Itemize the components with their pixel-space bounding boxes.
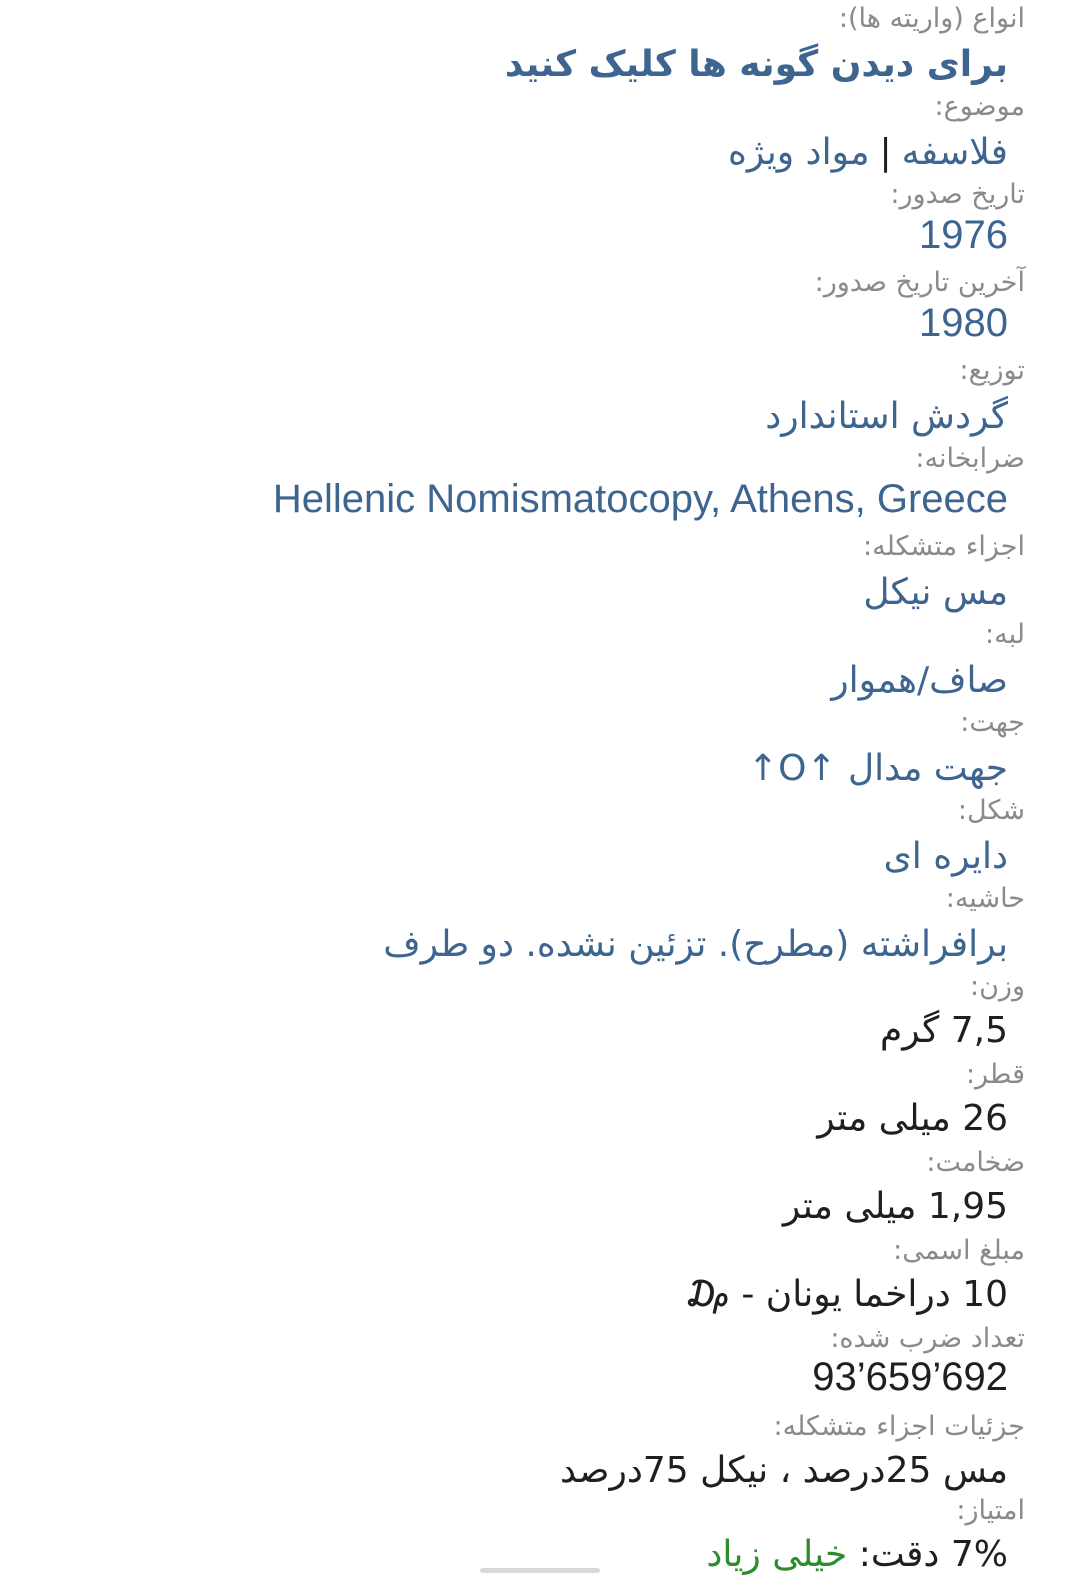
label-edge: لبه: bbox=[985, 619, 1025, 650]
label-mintage: تعداد ضرب شده: bbox=[830, 1323, 1025, 1354]
mintage-value: 93’659’692 bbox=[812, 1355, 1008, 1399]
label-rim: حاشیه: bbox=[945, 883, 1025, 914]
composition-details-value: مس 25درصد ، نیکل 75درصد bbox=[560, 1450, 1008, 1491]
orientation-link[interactable]: جهت مدال ↑O↑ bbox=[747, 748, 1008, 789]
thickness-value: 1,95 میلی متر bbox=[782, 1186, 1008, 1227]
label-rating: امتیاز: bbox=[956, 1495, 1025, 1526]
composition-link[interactable]: مس نیکل bbox=[863, 572, 1008, 613]
label-orientation: جهت: bbox=[960, 707, 1025, 738]
label-mint: ضرابخانه: bbox=[915, 443, 1025, 474]
label-varieties: انواع (واریته ها): bbox=[838, 3, 1025, 34]
label-distribution: توزیع: bbox=[959, 355, 1025, 386]
subject-separator: | bbox=[879, 132, 892, 173]
subject-values bbox=[728, 130, 1008, 176]
shape-link[interactable]: دایره ای bbox=[883, 836, 1008, 877]
subject-philosophers-link[interactable]: فلاسفه bbox=[901, 132, 1008, 173]
rating-accuracy: 7% دقت: bbox=[858, 1534, 1008, 1575]
label-shape: شکل: bbox=[957, 795, 1025, 826]
label-diameter: قطر: bbox=[965, 1059, 1025, 1090]
last-issue-date-link[interactable]: 1980 bbox=[919, 301, 1008, 345]
diameter-value: 26 میلی متر bbox=[817, 1098, 1008, 1139]
label-denomination: مبلغ اسمی: bbox=[893, 1235, 1025, 1266]
issue-date-link[interactable]: 1976 bbox=[919, 213, 1008, 257]
weight-value: 7,5 گرم bbox=[880, 1010, 1008, 1051]
label-composition-details: جزئیات اجزاء متشکله: bbox=[773, 1411, 1025, 1442]
subject-special-materials-link[interactable]: مواد ویژه bbox=[727, 132, 870, 173]
edge-link[interactable]: صاف/هموار bbox=[831, 660, 1008, 701]
denomination-value: 10 دراخما یونان - ₯ bbox=[684, 1274, 1008, 1315]
bottom-scroll-indicator bbox=[480, 1568, 600, 1573]
label-last-issue-date: آخرین تاریخ صدور: bbox=[814, 267, 1025, 298]
label-subject: موضوع: bbox=[934, 91, 1025, 122]
rim-link[interactable]: برافراشته (مطرح). تزئین نشده. دو طرف bbox=[383, 924, 1008, 965]
label-thickness: ضخامت: bbox=[926, 1147, 1025, 1178]
rating-level: خیلی زیاد bbox=[706, 1534, 848, 1575]
label-issue-date: تاریخ صدور: bbox=[890, 179, 1025, 210]
rating-value bbox=[706, 1532, 1008, 1578]
label-weight: وزن: bbox=[969, 971, 1025, 1002]
varieties-link[interactable]: برای دیدن گونه ها کلیک کنید bbox=[504, 44, 1008, 85]
distribution-link[interactable]: گردش استاندارد bbox=[765, 396, 1008, 437]
label-composition: اجزاء متشکله: bbox=[863, 531, 1025, 562]
mint-link[interactable]: Hellenic Nomismatocopy, Athens, Greece bbox=[272, 477, 1008, 521]
